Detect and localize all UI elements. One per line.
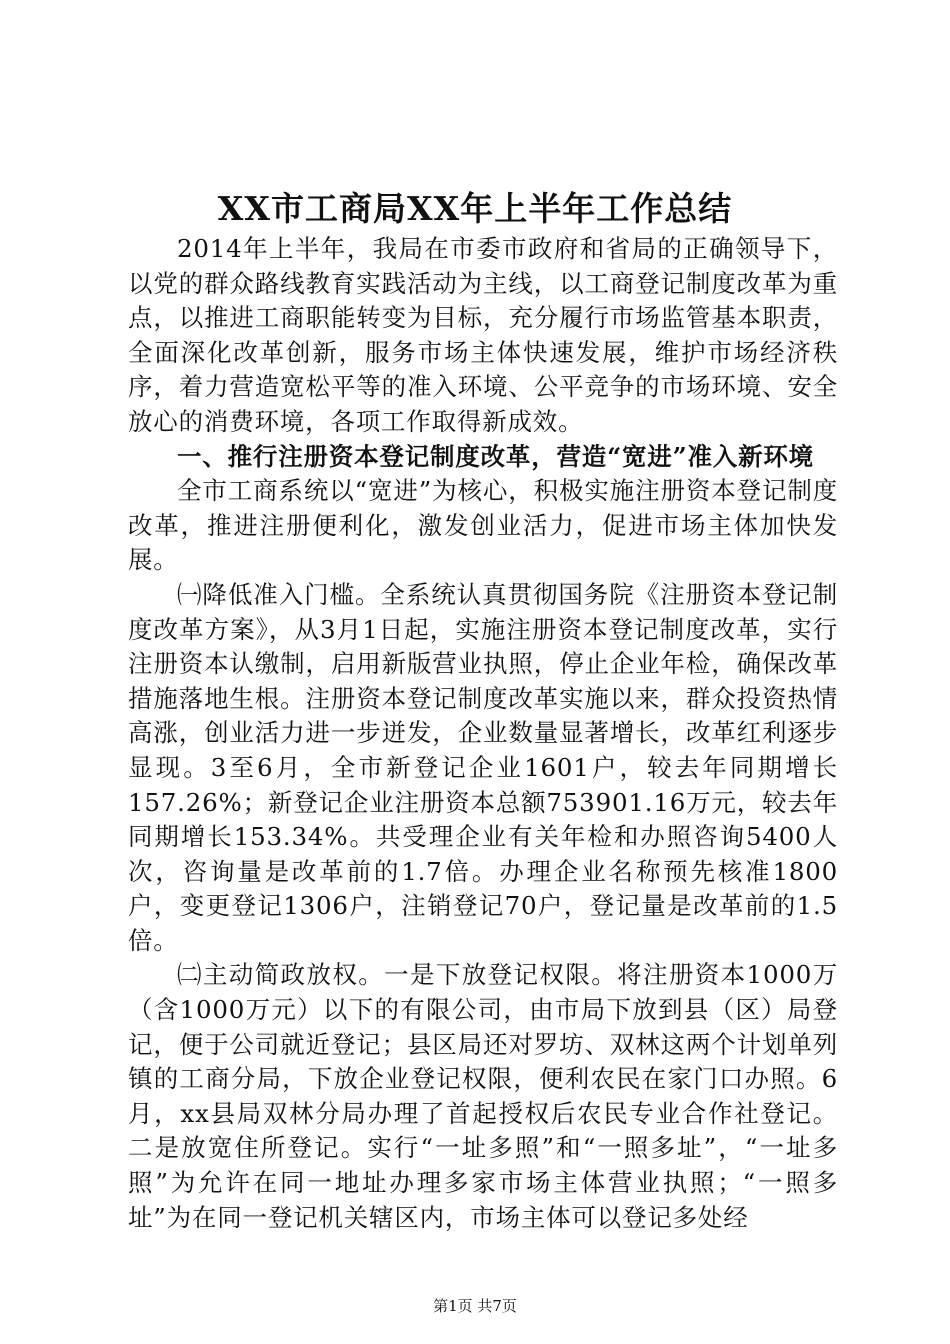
page-footer: 第1页 共7页 (433, 1297, 517, 1315)
document-title: XX市工商局XX年上半年工作总结 (217, 189, 733, 228)
delegation-paragraph: ㈡主动简政放权。一是下放登记权限。将注册资本1000万（含1000万元）以下的有限公司，由市局下放到县（区）局登记，便于公司就近登记；县区局还对罗坊、双林这两个计划单列镇的工商分局，下放企业登记权限，便利农民在家门口办照。6月，xx县局双林分局办理了首起授权后农民专业合作社登记。二是放宽住所登记。实行“一址多照”和“一照多址”，“一址多照”为允许在同一地址办理多家市场主体营业执照；“一照多址”为在同一登记机关辖区内，市场主体可以登记多处经 (128, 960, 838, 1232)
section-intro-paragraph: 全市工商系统以“宽进”为核心，积极实施注册资本登记制度改革，推进注册便利化，激发创业活力，促进市场主体加快发展。 (128, 476, 838, 575)
document-body (128, 232, 838, 1235)
lower-threshold-paragraph: ㈠降低准入门槛。全系统认真贯彻国务院《注册资本登记制度改革方案》，从3月1日起，实施注册资本登记制度改革，实行注册资本认缴制，启用新版营业执照，停止企业年检，确保改革措施落地生根。注册资本登记制度改革实施以来，群众投资热情高涨，创业活力进一步迸发，企业数量显著增长，改革红利逐步显现。3至6月，全市新登记企业1601户，较去年同期增长157.26%；新登记企业注册资本总额753901.16万元，较去年同期增长153.34%。共受理企业有关年检和办照咨询5400人次，咨询量是改革前的1.7倍。办理企业名称预先核准1800户，变更登记1306户，注销登记70户，登记量是改革前的1.5倍。 (128, 579, 838, 955)
intro-paragraph: 2014年上半年，我局在市委市政府和省局的正确领导下，以党的群众路线教育实践活动为主线，以工商登记制度改革为重点，以推进工商职能转变为目标，充分履行市场监管基本职责，全面深化改革创新，服务市场主体快速发展，维护市场经济秩序，着力营造宽松平等的准入环境、公平竞争的市场环境、安全放心的消费环境，各项工作取得新成效。 (128, 234, 838, 436)
section-heading: 一、推行注册资本登记制度改革，营造“宽进”准入新环境 (177, 441, 814, 471)
